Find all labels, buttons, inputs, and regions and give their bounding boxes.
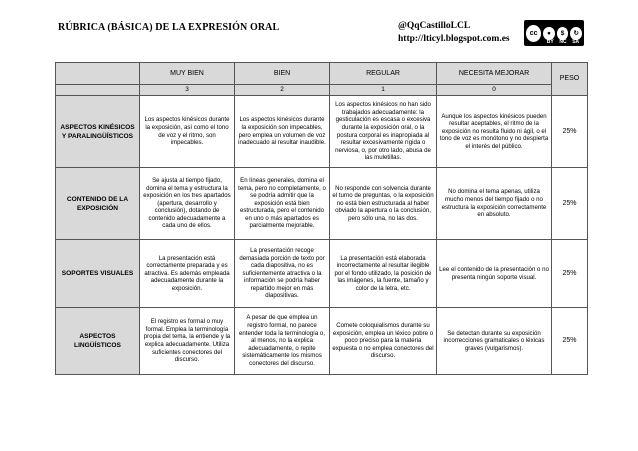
cell-muy-bien: Los aspectos kinésicos durante la exposición, así como el tono de voz y el ritmo, son impecables. bbox=[140, 96, 235, 168]
corner-cell bbox=[56, 63, 140, 85]
cell-bien: La presentación recoge demasiada porción de texto por cada diapositiva, no es suficientemente atractiva o la información se podría haber repartido mejor en más diapositivas. bbox=[235, 240, 330, 308]
document-title: RÚBRICA (BÁSICA) DE LA EXPRESIÓN ORAL bbox=[58, 22, 280, 33]
cell-peso: 25% bbox=[552, 168, 588, 240]
col-muy-bien: MUY BIEN bbox=[140, 63, 235, 85]
table-row bbox=[56, 240, 588, 308]
score-1: 1 bbox=[330, 85, 437, 96]
cell-peso: 25% bbox=[552, 96, 588, 168]
twitter-handle[interactable]: @QqCastilloLCL bbox=[398, 21, 471, 31]
row-label: ASPECTOS KINÉSICOS Y PARALINGÜÍSTICOS bbox=[56, 96, 140, 168]
score-row bbox=[56, 85, 588, 96]
col-necesita-mejorar: NECESITA MEJORAR bbox=[437, 63, 552, 85]
cell-regular: Los aspectos kinésicos no han sido trabajados adecuadamente: la gesticulación es escasa o excesiva durante la exposición oral, o la postura corporal es inapropiada al resultar excesivamente rígida o nerviosa, o, por otro lado, abusa de las muletillas. bbox=[330, 96, 437, 168]
cell-muy-bien: Se ajusta al tiempo fijado, domina el tema y estructura la exposición en los tres apartados (apertura, desarrollo y conclusión), dotando de contenido adecuadamente a cada uno de ellos. bbox=[140, 168, 235, 240]
cell-regular: Comete coloquialismos durante su exposición, emplea un léxico pobre o poco preciso para la materia expuesta o no emplea conectores del discurso. bbox=[330, 308, 437, 375]
row-label: ASPECTOS LINGÜÍSTICOS bbox=[56, 308, 140, 375]
cell-regular: La presentación está elaborada incorrectamente al resultar ilegible por el fondo utilizado, la posición de las imágenes, la fuente, tamaño y color de la letra, etc. bbox=[330, 240, 437, 308]
table-row bbox=[56, 96, 588, 168]
score-0: 0 bbox=[437, 85, 552, 96]
cell-necesita-mejorar: Aunque los aspectos kinésicos pueden resultar aceptables, el ritmo de la exposición no resulta fluido ni ágil, o el tono de voz es monótono y no despierta el interés del público. bbox=[437, 96, 552, 168]
author-info bbox=[398, 20, 510, 46]
table-row bbox=[56, 308, 588, 375]
cell-bien: En líneas generales, domina el tema, pero no completamente, o se podría admitir que la exposición está bien estructurada, pero el contenido en uno o más apartados es parcialmente mejorable. bbox=[235, 168, 330, 240]
score-3: 3 bbox=[140, 85, 235, 96]
cc-icon: cc bbox=[526, 25, 541, 42]
cell-bien: A pesar de que emplea un registro formal, no parece entender toda la terminología o, al menos, no la explica adecuadamente, o repite sistemáticamente los mismos conectores del discurso. bbox=[235, 308, 330, 375]
cell-bien: Los aspectos kinésicos durante la exposición son impecables, pero emplea un volumen de voz inadecuado al resultar inaudible. bbox=[235, 96, 330, 168]
row-label: SOPORTES VISUALES bbox=[56, 240, 140, 308]
license-labels: BY NC SA bbox=[546, 39, 580, 45]
header-row bbox=[56, 63, 588, 85]
sa-icon: ↻ bbox=[570, 27, 582, 40]
corner-cell-2 bbox=[56, 85, 140, 96]
col-regular: REGULAR bbox=[330, 63, 437, 85]
cell-regular: No responde con solvencia durante el turno de preguntas, o la exposición no está bien estructurada al haber obviado la apertura o la conclusión, pero sólo una, no las dos. bbox=[330, 168, 437, 240]
row-label: CONTENIDO DE LA EXPOSICIÓN bbox=[56, 168, 140, 240]
cell-necesita-mejorar: Lee el contenido de la presentación o no presenta ningún soporte visual. bbox=[437, 240, 552, 308]
cell-muy-bien: El registro es formal o muy formal. Emplea la terminología propia del tema, la entiende y la explica adecuadamente. Utiliza suficientes conectores del discurso. bbox=[140, 308, 235, 375]
cell-peso: 25% bbox=[552, 308, 588, 375]
creative-commons-badge[interactable] bbox=[524, 20, 584, 46]
score-2: 2 bbox=[235, 85, 330, 96]
cell-necesita-mejorar: No domina el tema apenas, utiliza mucho menos del tiempo fijado o no estructura la exposición correctamente en absoluto. bbox=[437, 168, 552, 240]
col-peso: PESO bbox=[552, 63, 588, 96]
rubric-table bbox=[55, 62, 588, 375]
cell-necesita-mejorar: Se detectan durante su exposición incorrecciones gramaticales o léxicas graves (vulgarismos). bbox=[437, 308, 552, 375]
nc-icon: $ bbox=[557, 27, 569, 40]
cell-muy-bien: La presentación está correctamente preparada y es atractiva. Es además empleada adecuadamente durante la exposición. bbox=[140, 240, 235, 308]
cell-peso: 25% bbox=[552, 240, 588, 308]
by-icon: ● bbox=[543, 27, 555, 40]
col-bien: BIEN bbox=[235, 63, 330, 85]
table-row bbox=[56, 168, 588, 240]
blog-url[interactable]: http://lticyl.blogspot.com.es bbox=[398, 34, 510, 44]
